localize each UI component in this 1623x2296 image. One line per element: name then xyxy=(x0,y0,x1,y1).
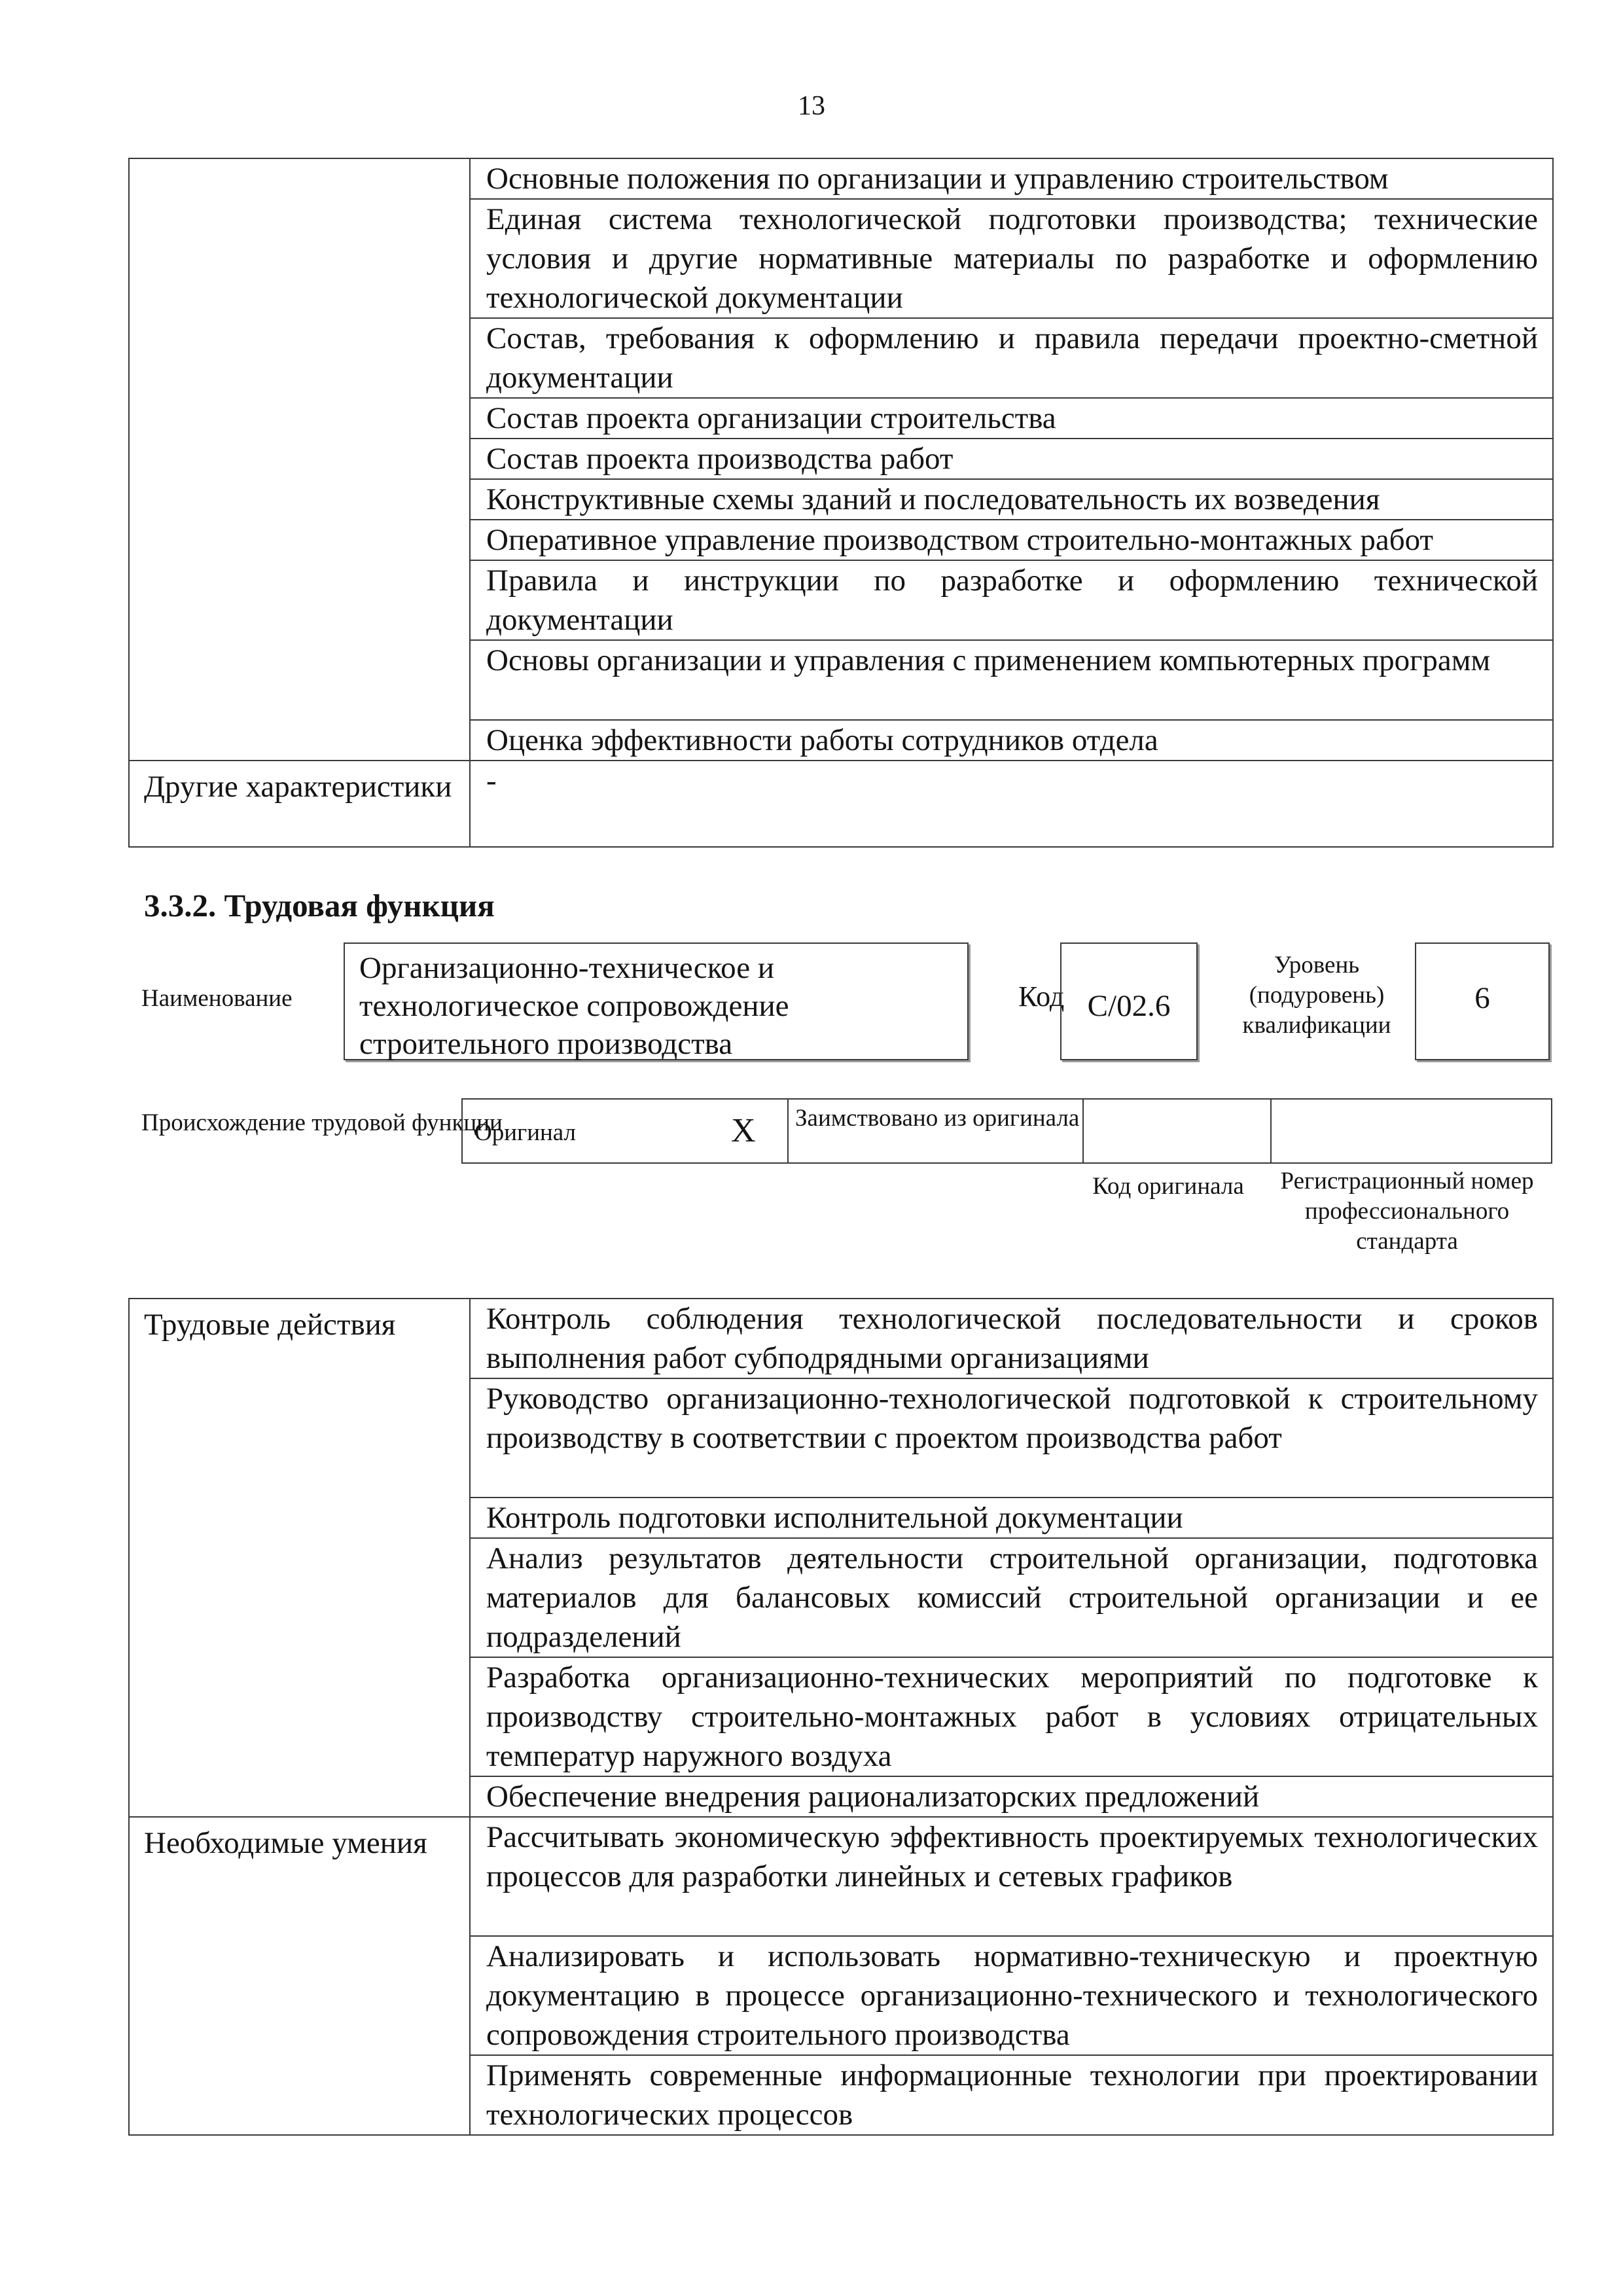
table-row xyxy=(129,158,1553,199)
section-title: 3.3.2. Трудовая функция xyxy=(144,888,495,924)
skill-item: Анализировать и использовать нормативно-техническую и проектную документацию в процессе организационно-технического и технологического сопровождения строительного производства xyxy=(470,1936,1553,2055)
function-table xyxy=(128,1298,1554,2136)
knowledge-table xyxy=(128,158,1554,848)
function-name-box: Организационно-техническое и технологическое сопровождение строительного производства xyxy=(344,942,969,1060)
origin-code-cell xyxy=(1084,1100,1272,1162)
action-item: Контроль соблюдения технологической последовательности и сроков выполнения работ субподрядными организациями xyxy=(470,1299,1553,1378)
skills-label: Необходимые умения xyxy=(129,1817,470,2135)
table-row xyxy=(129,1817,1553,1936)
knowledge-label-cell xyxy=(129,158,470,761)
origin-label: Происхождение трудовой функции xyxy=(141,1109,503,1136)
page-number: 13 xyxy=(798,91,825,121)
code-value-box: C/02.6 xyxy=(1060,942,1198,1060)
reg-number-caption: Регистрационный номер профессионального стандарта xyxy=(1280,1168,1534,1255)
knowledge-item: Состав проекта производства работ xyxy=(470,439,1553,479)
knowledge-item: Состав проекта организации строительства xyxy=(470,398,1553,439)
qualification-level-box: 6 xyxy=(1415,942,1550,1060)
knowledge-item: Оперативное управление производством строительно-монтажных работ xyxy=(470,520,1553,560)
knowledge-item: Единая система технологической подготовки производства; технические условия и другие нормативные материалы по разработке и оформлению технологической документации xyxy=(470,199,1553,318)
reg-number-cell xyxy=(1272,1100,1551,1162)
knowledge-item: Конструктивные схемы зданий и последовательность их возведения xyxy=(470,479,1553,520)
knowledge-item: Основные положения по организации и управлению строительством xyxy=(470,158,1553,199)
origin-original-cell xyxy=(463,1100,789,1162)
origin-borrowed-cell xyxy=(789,1100,1084,1162)
qualification-level-label: Уровень (подуровень) квалификации xyxy=(1242,952,1391,1039)
action-item: Контроль подготовки исполнительной документации xyxy=(470,1498,1553,1538)
name-label: Наименование xyxy=(141,985,293,1012)
origin-borrowed-label: Заимствовано из оригинала xyxy=(795,1105,1080,1132)
skill-item: Рассчитывать экономическую эффективность проектируемых технологических процессов для разработки линейных и сетевых графиков xyxy=(470,1817,1553,1936)
knowledge-item: Основы организации и управления с применением компьютерных программ xyxy=(470,640,1553,720)
knowledge-item: Правила и инструкции по разработке и оформлению технической документации xyxy=(470,560,1553,640)
table-row xyxy=(129,761,1553,847)
other-characteristics-label: Другие характеристики xyxy=(129,761,470,847)
action-item: Руководство организационно-технологической подготовкой к строительному производству в соответствии с проектом производства работ xyxy=(470,1378,1553,1498)
origin-mark: X xyxy=(731,1112,756,1149)
code-label: Код xyxy=(1018,980,1065,1013)
origin-original-label: Оригинал xyxy=(474,1119,577,1146)
action-item: Разработка организационно-технических мероприятий по подготовке к производству строительно-монтажных работ в условиях отрицательных температур наружного воздуха xyxy=(470,1657,1553,1776)
table-row xyxy=(129,1299,1553,1378)
origin-row xyxy=(461,1098,1552,1164)
actions-label: Трудовые действия xyxy=(129,1299,470,1817)
other-characteristics-value: - xyxy=(470,761,1553,847)
action-item: Анализ результатов деятельности строительной организации, подготовка материалов для балансовых комиссий строительной организации и ее подразделений xyxy=(470,1538,1553,1657)
action-item: Обеспечение внедрения рационализаторских предложений xyxy=(470,1776,1553,1817)
knowledge-item: Состав, требования к оформлению и правила передачи проектно-сметной документации xyxy=(470,318,1553,398)
origin-code-caption: Код оригинала xyxy=(1092,1173,1244,1200)
skill-item: Применять современные информационные технологии при проектировании технологических процессов xyxy=(470,2055,1553,2135)
knowledge-item: Оценка эффективности работы сотрудников отдела xyxy=(470,720,1553,761)
